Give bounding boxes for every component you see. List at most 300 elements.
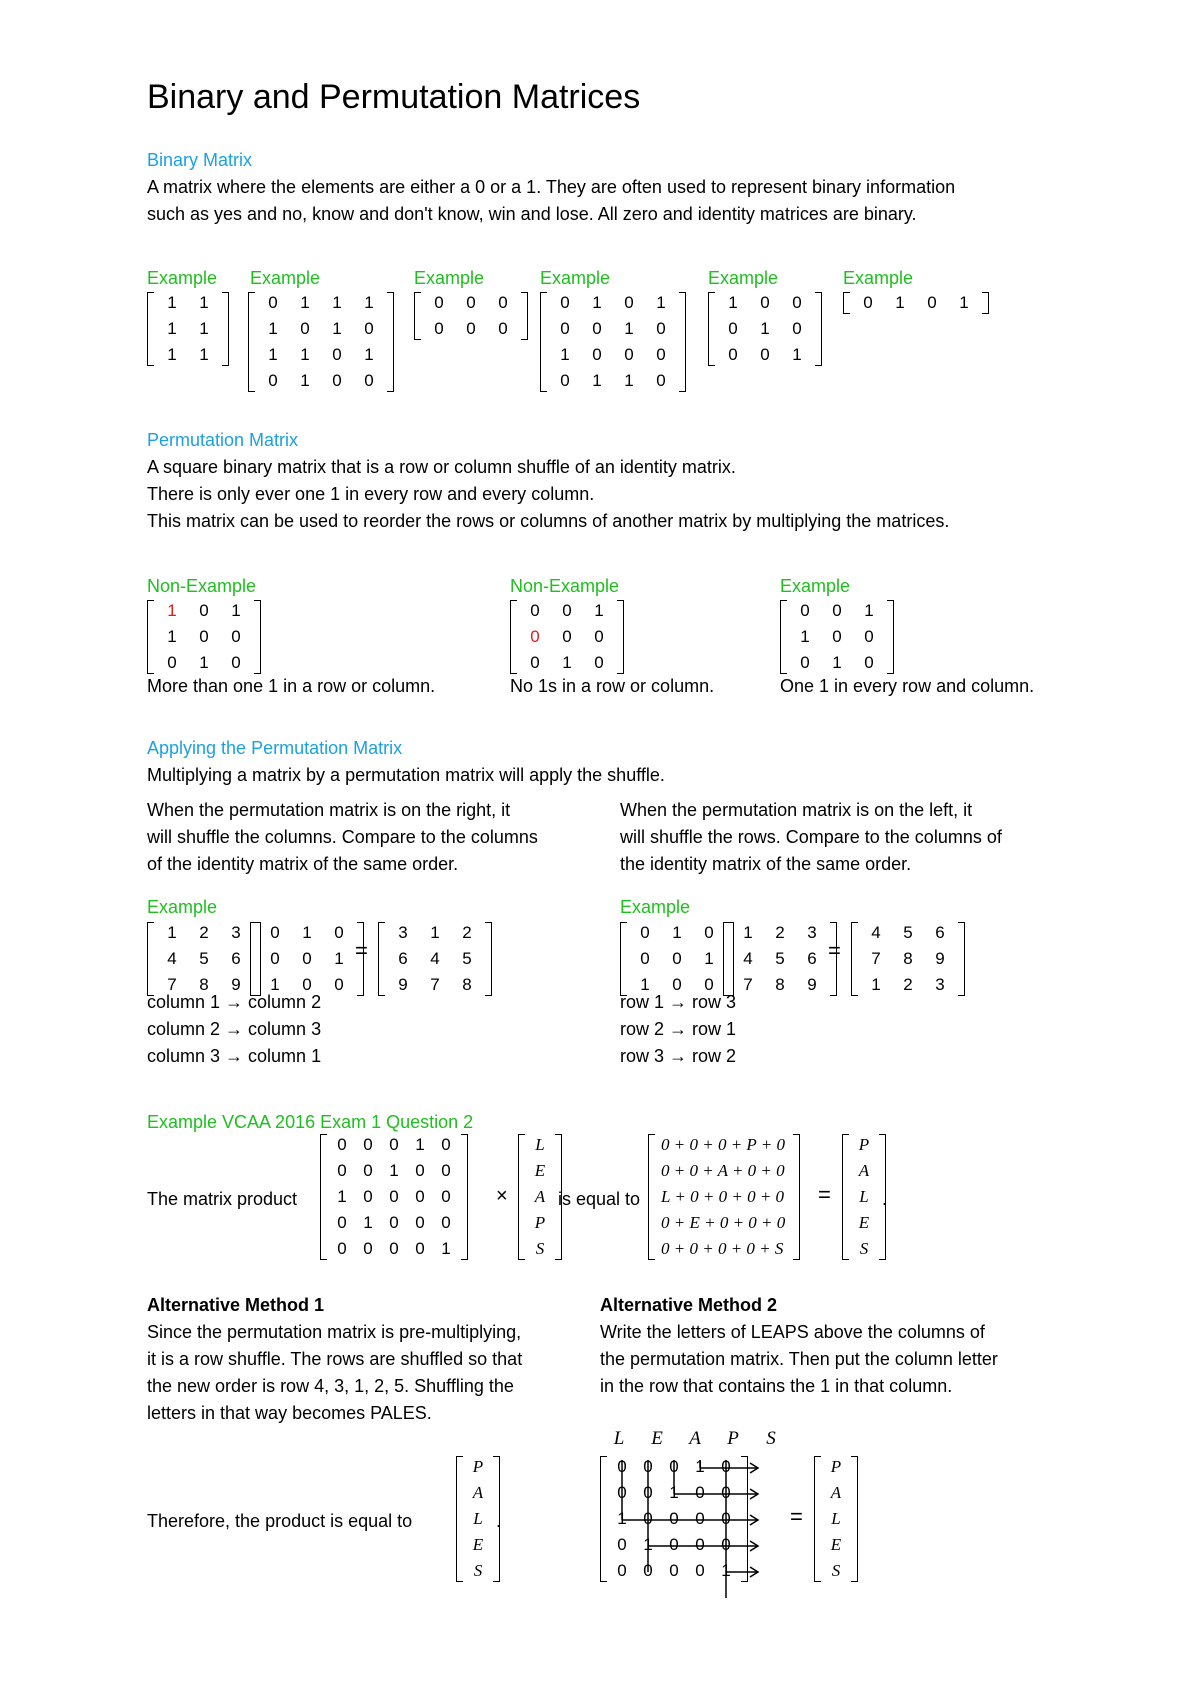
matrix-cell: 0	[832, 601, 842, 620]
equals-sign: =	[828, 938, 841, 963]
matrix-row	[465, 1454, 491, 1480]
alt1-heading: Alternative Method 1	[147, 1295, 325, 1315]
matrix-cell: 2	[903, 975, 913, 994]
matrix-cell: 0	[434, 293, 444, 312]
matrix-cell: 1	[704, 949, 714, 968]
column-letter: P	[727, 1428, 739, 1449]
alt1-line-2: it is a row shuffle. The rows are shuffled so that	[147, 1349, 523, 1369]
permutation-line-3: This matrix can be used to reorder the rows or columns of another matrix by multiplying the matrices.	[147, 511, 950, 531]
matrix-row	[156, 316, 220, 342]
matrix-cell: 1	[643, 1535, 653, 1554]
nonexample-label: Non-Example	[147, 576, 257, 596]
example-label: Example	[147, 897, 218, 917]
matrix-row	[851, 1184, 877, 1210]
matrix-row	[717, 342, 813, 368]
matrix-cell: 0	[466, 319, 476, 338]
matrix-cell: 0	[562, 627, 572, 646]
matrix-row	[387, 972, 483, 998]
matrix-row	[527, 1184, 553, 1210]
nonexample-matrix-1	[147, 598, 261, 676]
matrix-cell: 1	[199, 653, 209, 672]
matrix-cell: 0	[302, 949, 312, 968]
matrix-cell: P	[830, 1457, 842, 1476]
matrix-row	[823, 1558, 849, 1584]
matrix-cell: 1	[592, 293, 602, 312]
matrix-cell: 1	[364, 345, 374, 364]
matrix-cell: 0	[334, 975, 344, 994]
matrix-row	[257, 368, 385, 394]
matrix-row	[156, 946, 252, 972]
matrix-cell: 1	[199, 319, 209, 338]
matrix-cell: 0	[669, 1509, 679, 1528]
matrix-cell: 0	[363, 1135, 373, 1154]
matrix-cell: 0	[863, 293, 873, 312]
times-sign: ×	[496, 1185, 508, 1207]
matrix-cell: 1	[560, 345, 570, 364]
matrix-cell: 5	[903, 923, 913, 942]
matrix-row	[329, 1236, 459, 1262]
matrix-cell: 0	[832, 627, 842, 646]
matrix-cell: 1	[167, 345, 177, 364]
matrix-row	[549, 290, 677, 316]
matrix-cell: 0	[415, 1187, 425, 1206]
matrix-cell: 1	[268, 319, 278, 338]
matrix-cell: 0	[560, 319, 570, 338]
right-text-1: When the permutation matrix is on the right, it	[147, 800, 511, 820]
matrix-cell: A	[830, 1483, 842, 1502]
identity-matrix-example	[708, 290, 822, 368]
right-example-permutation	[250, 920, 364, 998]
matrix-cell: 0	[560, 293, 570, 312]
matrix-cell: 9	[807, 975, 817, 994]
matrix-row	[657, 1132, 791, 1158]
matrix-row	[527, 1132, 553, 1158]
matrix-row	[657, 1158, 791, 1184]
applying-heading: Applying the Permutation Matrix	[147, 738, 403, 758]
matrix-cell: 0	[415, 1161, 425, 1180]
vcaa-sum-matrix	[648, 1132, 800, 1262]
matrix-cell: P	[534, 1213, 546, 1232]
matrix-cell: 6	[807, 949, 817, 968]
matrix-cell: 0	[364, 319, 374, 338]
matrix-cell: 3	[935, 975, 945, 994]
matrix-cell: 1	[167, 601, 177, 620]
matrix-cell: 0	[562, 601, 572, 620]
matrix-cell: E	[534, 1161, 546, 1180]
matrix-cell: 0	[334, 923, 344, 942]
alt1-line-4: letters in that way becomes PALES.	[147, 1403, 432, 1423]
matrix-row	[329, 1210, 459, 1236]
vcaa-heading: Example VCAA 2016 Exam 1 Question 2	[147, 1112, 474, 1132]
matrix-cell: 0	[695, 1483, 705, 1502]
matrix-cell: 0	[643, 1509, 653, 1528]
matrix-cell: 0	[721, 1457, 731, 1476]
matrix-cell: 0	[624, 293, 634, 312]
row-note-2: row 2 → row 1	[620, 1019, 737, 1039]
example-label: Example	[414, 268, 485, 288]
matrix-cell: 0	[643, 1457, 653, 1476]
matrix-cell: 0	[415, 1213, 425, 1232]
matrix-cell: 0	[466, 293, 476, 312]
matrix-cell: 0	[695, 1509, 705, 1528]
binary-line-1: A matrix where the elements are either a 0 or a 1. They are often used to represent binary information	[147, 177, 956, 197]
matrix-row	[823, 1480, 849, 1506]
matrix-cell: 1	[363, 1213, 373, 1232]
matrix-row	[549, 342, 677, 368]
matrix-row	[257, 290, 385, 316]
matrix-row	[789, 598, 885, 624]
matrix-cell: 7	[871, 949, 881, 968]
matrix-row	[860, 972, 956, 998]
right-example-result	[378, 920, 492, 998]
matrix-cell: 1	[562, 653, 572, 672]
matrix-cell: 1	[268, 345, 278, 364]
matrix-cell: L	[473, 1509, 483, 1528]
matrix-cell: 9	[398, 975, 408, 994]
matrix-cell: P	[472, 1457, 484, 1476]
matrix-cell: 2	[199, 923, 209, 942]
matrix-cell: 1	[389, 1161, 399, 1180]
matrix-row	[519, 598, 615, 624]
left-text-2: will shuffle the rows. Compare to the columns of	[620, 827, 1002, 847]
left-example-permutation	[620, 920, 734, 998]
matrix-row	[860, 946, 956, 972]
matrix-cell: 1	[695, 1457, 705, 1476]
matrix-cell: 0 + E + 0 + 0 + 0	[661, 1213, 786, 1232]
matrix-cell: 0	[728, 319, 738, 338]
column-letter: E	[651, 1428, 663, 1449]
matrix-row	[259, 920, 355, 946]
matrix-cell: 3	[398, 923, 408, 942]
matrix-cell: 1	[332, 293, 342, 312]
matrix-row	[851, 1132, 877, 1158]
matrix-cell: 1	[334, 949, 344, 968]
matrix-cell: 0	[302, 975, 312, 994]
matrix-row	[851, 1158, 877, 1184]
permutation-example-matrix	[780, 598, 894, 676]
permutation-heading: Permutation Matrix	[147, 430, 299, 450]
nonexample-label: Non-Example	[510, 576, 620, 596]
matrix-cell: 0	[415, 1239, 425, 1258]
matrix-row	[717, 290, 813, 316]
matrix-cell: 0	[617, 1561, 627, 1580]
matrix-cell: 0 + 0 + A + 0 + 0	[661, 1161, 785, 1180]
matrix-cell: 0	[864, 627, 874, 646]
matrix-cell: 0	[643, 1483, 653, 1502]
left-example-matrix-a	[723, 920, 837, 998]
matrix-row	[732, 920, 828, 946]
matrix-cell: 1	[672, 923, 682, 942]
alt2-line-1: Write the letters of LEAPS above the columns of	[600, 1322, 985, 1342]
matrix-cell: 1	[728, 293, 738, 312]
matrix-cell: 0	[656, 371, 666, 390]
matrix-cell: 1	[300, 371, 310, 390]
matrix-cell: 0	[231, 653, 241, 672]
matrix-row	[851, 1210, 877, 1236]
matrix-cell: 0	[337, 1161, 347, 1180]
column-letter: L	[613, 1428, 625, 1449]
binary-line-2: such as yes and no, know and don't know, win and lose. All zero and identity matrices are binary.	[147, 204, 917, 224]
matrix-cell: 0	[721, 1535, 731, 1554]
matrix-cell: 1	[167, 319, 177, 338]
matrix-row	[465, 1506, 491, 1532]
matrix-cell: 7	[167, 975, 177, 994]
matrix-cell: 0	[624, 345, 634, 364]
matrix-cell: 0	[669, 1535, 679, 1554]
matrix-cell: 0	[389, 1187, 399, 1206]
matrix-cell: 0	[337, 1239, 347, 1258]
right-text-2: will shuffle the columns. Compare to the columns	[147, 827, 538, 847]
matrix-row	[519, 624, 615, 650]
matrix-cell: 0	[441, 1135, 451, 1154]
alt1-result-vector	[456, 1454, 500, 1584]
matrix-row	[259, 946, 355, 972]
matrix-cell: 1	[832, 653, 842, 672]
matrix-row	[465, 1558, 491, 1584]
matrix-row	[156, 920, 252, 946]
matrix-cell: 0 + 0 + 0 + 0 + S	[661, 1239, 784, 1258]
right-example-matrix-a	[147, 920, 261, 998]
matrix-cell: 0	[695, 1535, 705, 1554]
matrix-cell: 0	[721, 1483, 731, 1502]
permutation-line-2: There is only ever one 1 in every row and every column.	[147, 484, 595, 504]
matrix-cell: 1	[441, 1239, 451, 1258]
matrix-cell: 0	[592, 345, 602, 364]
matrix-cell: 0	[560, 371, 570, 390]
example-label: Example	[843, 268, 914, 288]
matrix-cell: 1	[594, 601, 604, 620]
matrix-cell: 0	[332, 345, 342, 364]
column-arrows-diagram	[600, 1440, 800, 1600]
matrix-cell: 0	[721, 1509, 731, 1528]
matrix-row	[257, 342, 385, 368]
matrix-cell: 1	[300, 345, 310, 364]
matrix-cell: E	[472, 1535, 484, 1554]
matrix-cell: 1	[430, 923, 440, 942]
matrix-row	[329, 1184, 459, 1210]
matrix-cell: 1	[167, 923, 177, 942]
matrix-cell: S	[473, 1561, 483, 1580]
matrix-cell: 1	[871, 975, 881, 994]
matrix-row	[823, 1532, 849, 1558]
zero-matrix-example	[414, 290, 528, 342]
equals-sign: =	[818, 1182, 831, 1207]
matrix-cell: 4	[871, 923, 881, 942]
matrix-cell: 1	[669, 1483, 679, 1502]
matrix-row	[823, 1454, 849, 1480]
period: .	[496, 1511, 502, 1531]
binary-matrix-example-2	[248, 290, 394, 394]
binary-heading: Binary Matrix	[147, 150, 253, 170]
matrix-row	[549, 368, 677, 394]
matrix-cell: 8	[775, 975, 785, 994]
matrix-cell: 0	[167, 653, 177, 672]
matrix-cell: A	[534, 1187, 546, 1206]
matrix-cell: 1	[617, 1509, 627, 1528]
matrix-cell: 7	[430, 975, 440, 994]
matrix-cell: 0	[592, 319, 602, 338]
row-note-3: row 3 → row 2	[620, 1046, 737, 1066]
matrix-cell: 0	[389, 1135, 399, 1154]
column-note-2: column 2 → column 3	[147, 1019, 322, 1039]
matrix-cell: 9	[231, 975, 241, 994]
permutation-line-1: A square binary matrix that is a row or column shuffle of an identity matrix.	[147, 457, 736, 477]
matrix-cell: 6	[398, 949, 408, 968]
right-text-3: of the identity matrix of the same order.	[147, 854, 459, 874]
matrix-cell: 1	[300, 293, 310, 312]
matrix-cell: 4	[743, 949, 753, 968]
matrix-row	[527, 1210, 553, 1236]
matrix-cell: S	[535, 1239, 545, 1258]
matrix-cell: 0	[389, 1213, 399, 1232]
alt1-line-3: the new order is row 4, 3, 1, 2, 5. Shuffling the	[147, 1376, 514, 1396]
matrix-cell: 1	[624, 319, 634, 338]
matrix-cell: L	[831, 1509, 841, 1528]
matrix-cell: 0	[617, 1483, 627, 1502]
matrix-cell: 0	[672, 975, 682, 994]
matrix-cell: L	[859, 1187, 869, 1206]
matrix-cell: A	[472, 1483, 484, 1502]
row-matrix-example	[843, 290, 989, 316]
matrix-row	[852, 290, 980, 316]
matrix-row	[732, 972, 828, 998]
example-label: Example	[147, 268, 218, 288]
matrix-cell: L	[535, 1135, 545, 1154]
matrix-cell: 0	[594, 627, 604, 646]
matrix-cell: 0	[498, 319, 508, 338]
matrix-cell: 1	[592, 371, 602, 390]
matrix-cell: 1	[364, 293, 374, 312]
matrix-cell: E	[830, 1535, 842, 1554]
matrix-cell: 5	[199, 949, 209, 968]
matrix-cell: 2	[775, 923, 785, 942]
matrix-row	[657, 1236, 791, 1262]
matrix-cell: 1	[270, 975, 280, 994]
matrix-row	[387, 920, 483, 946]
matrix-cell: E	[858, 1213, 870, 1232]
alt1-therefore: Therefore, the product is equal to	[147, 1511, 413, 1531]
left-text-3: the identity matrix of the same order.	[620, 854, 912, 874]
matrix-cell: 0	[270, 923, 280, 942]
alt2-heading: Alternative Method 2	[600, 1295, 778, 1315]
example-label: Example	[250, 268, 321, 288]
matrix-cell: 0	[389, 1239, 399, 1258]
matrix-cell: 0	[656, 319, 666, 338]
matrix-cell: 0	[594, 653, 604, 672]
matrix-cell: 6	[231, 949, 241, 968]
matrix-cell: 0	[441, 1161, 451, 1180]
matrix-row	[156, 624, 252, 650]
matrix-cell: 0	[792, 293, 802, 312]
matrix-cell: 7	[743, 975, 753, 994]
matrix-cell: 0	[199, 601, 209, 620]
matrix-cell: 0	[199, 627, 209, 646]
matrix-cell: 1	[721, 1561, 731, 1580]
matrix-cell: P	[858, 1135, 870, 1154]
matrix-cell: 4	[167, 949, 177, 968]
matrix-cell: 5	[775, 949, 785, 968]
matrix-cell: 0	[434, 319, 444, 338]
matrix-row	[629, 946, 725, 972]
example-label: Example	[540, 268, 611, 288]
alt2-line-2: the permutation matrix. Then put the column letter	[600, 1349, 998, 1369]
matrix-cell: 0	[530, 601, 540, 620]
matrix-cell: S	[859, 1239, 869, 1258]
vcaa-permutation-matrix	[320, 1132, 468, 1262]
matrix-cell: A	[858, 1161, 870, 1180]
matrix-cell: 0	[643, 1561, 653, 1580]
matrix-cell: 1	[895, 293, 905, 312]
matrix-row	[156, 290, 220, 316]
column-letter: A	[689, 1428, 701, 1449]
matrix-row	[156, 342, 220, 368]
matrix-cell: 1	[302, 923, 312, 942]
matrix-cell: 0	[441, 1213, 451, 1232]
alt2-line-3: in the row that contains the 1 in that column.	[600, 1376, 953, 1396]
matrix-cell: 1	[167, 627, 177, 646]
matrix-row	[156, 598, 252, 624]
matrix-cell: 0	[270, 949, 280, 968]
matrix-cell: 9	[935, 949, 945, 968]
matrix-cell: 2	[462, 923, 472, 942]
matrix-cell: 1	[800, 627, 810, 646]
matrix-cell: 0 + 0 + 0 + P + 0	[661, 1135, 785, 1154]
column-note-3: column 3 → column 1	[147, 1046, 322, 1066]
matrix-row	[823, 1506, 849, 1532]
binary-matrix-example-1	[147, 290, 229, 368]
period: .	[882, 1189, 888, 1209]
matrix-row	[387, 946, 483, 972]
matrix-row	[657, 1184, 791, 1210]
matrix-cell: 0	[704, 975, 714, 994]
matrix-cell: 0	[363, 1161, 373, 1180]
matrix-cell: 1	[959, 293, 969, 312]
left-example-result	[851, 920, 965, 998]
matrix-cell: 0	[337, 1213, 347, 1232]
matrix-cell: 0	[441, 1187, 451, 1206]
matrix-cell: 0	[268, 371, 278, 390]
matrix-cell: 1	[743, 923, 753, 942]
matrix-row	[549, 316, 677, 342]
matrix-row	[717, 316, 813, 342]
matrix-row	[465, 1532, 491, 1558]
matrix-cell: 8	[903, 949, 913, 968]
matrix-row	[789, 624, 885, 650]
applying-intro: Multiplying a matrix by a permutation matrix will apply the shuffle.	[147, 765, 665, 785]
matrix-cell: 0	[864, 653, 874, 672]
matrix-cell: 0	[498, 293, 508, 312]
matrix-cell: 1	[332, 319, 342, 338]
matrix-row	[732, 946, 828, 972]
matrix-cell: 0	[704, 923, 714, 942]
matrix-cell: 0	[672, 949, 682, 968]
left-text-1: When the permutation matrix is on the left, it	[620, 800, 973, 820]
alt1-line-1: Since the permutation matrix is pre-multiplying,	[147, 1322, 522, 1342]
matrix-row	[465, 1480, 491, 1506]
matrix-cell: 0	[337, 1135, 347, 1154]
matrix-cell: 0	[800, 601, 810, 620]
matrix-row	[329, 1158, 459, 1184]
vcaa-result-vector	[842, 1132, 886, 1262]
matrix-cell: 0	[656, 345, 666, 364]
matrix-cell: 0	[640, 923, 650, 942]
matrix-cell: 0	[669, 1561, 679, 1580]
equals-sign: =	[355, 938, 368, 963]
matrix-cell: 0	[760, 293, 770, 312]
matrix-cell: 0	[792, 319, 802, 338]
matrix-cell: 0	[669, 1457, 679, 1476]
matrix-cell: 1	[624, 371, 634, 390]
